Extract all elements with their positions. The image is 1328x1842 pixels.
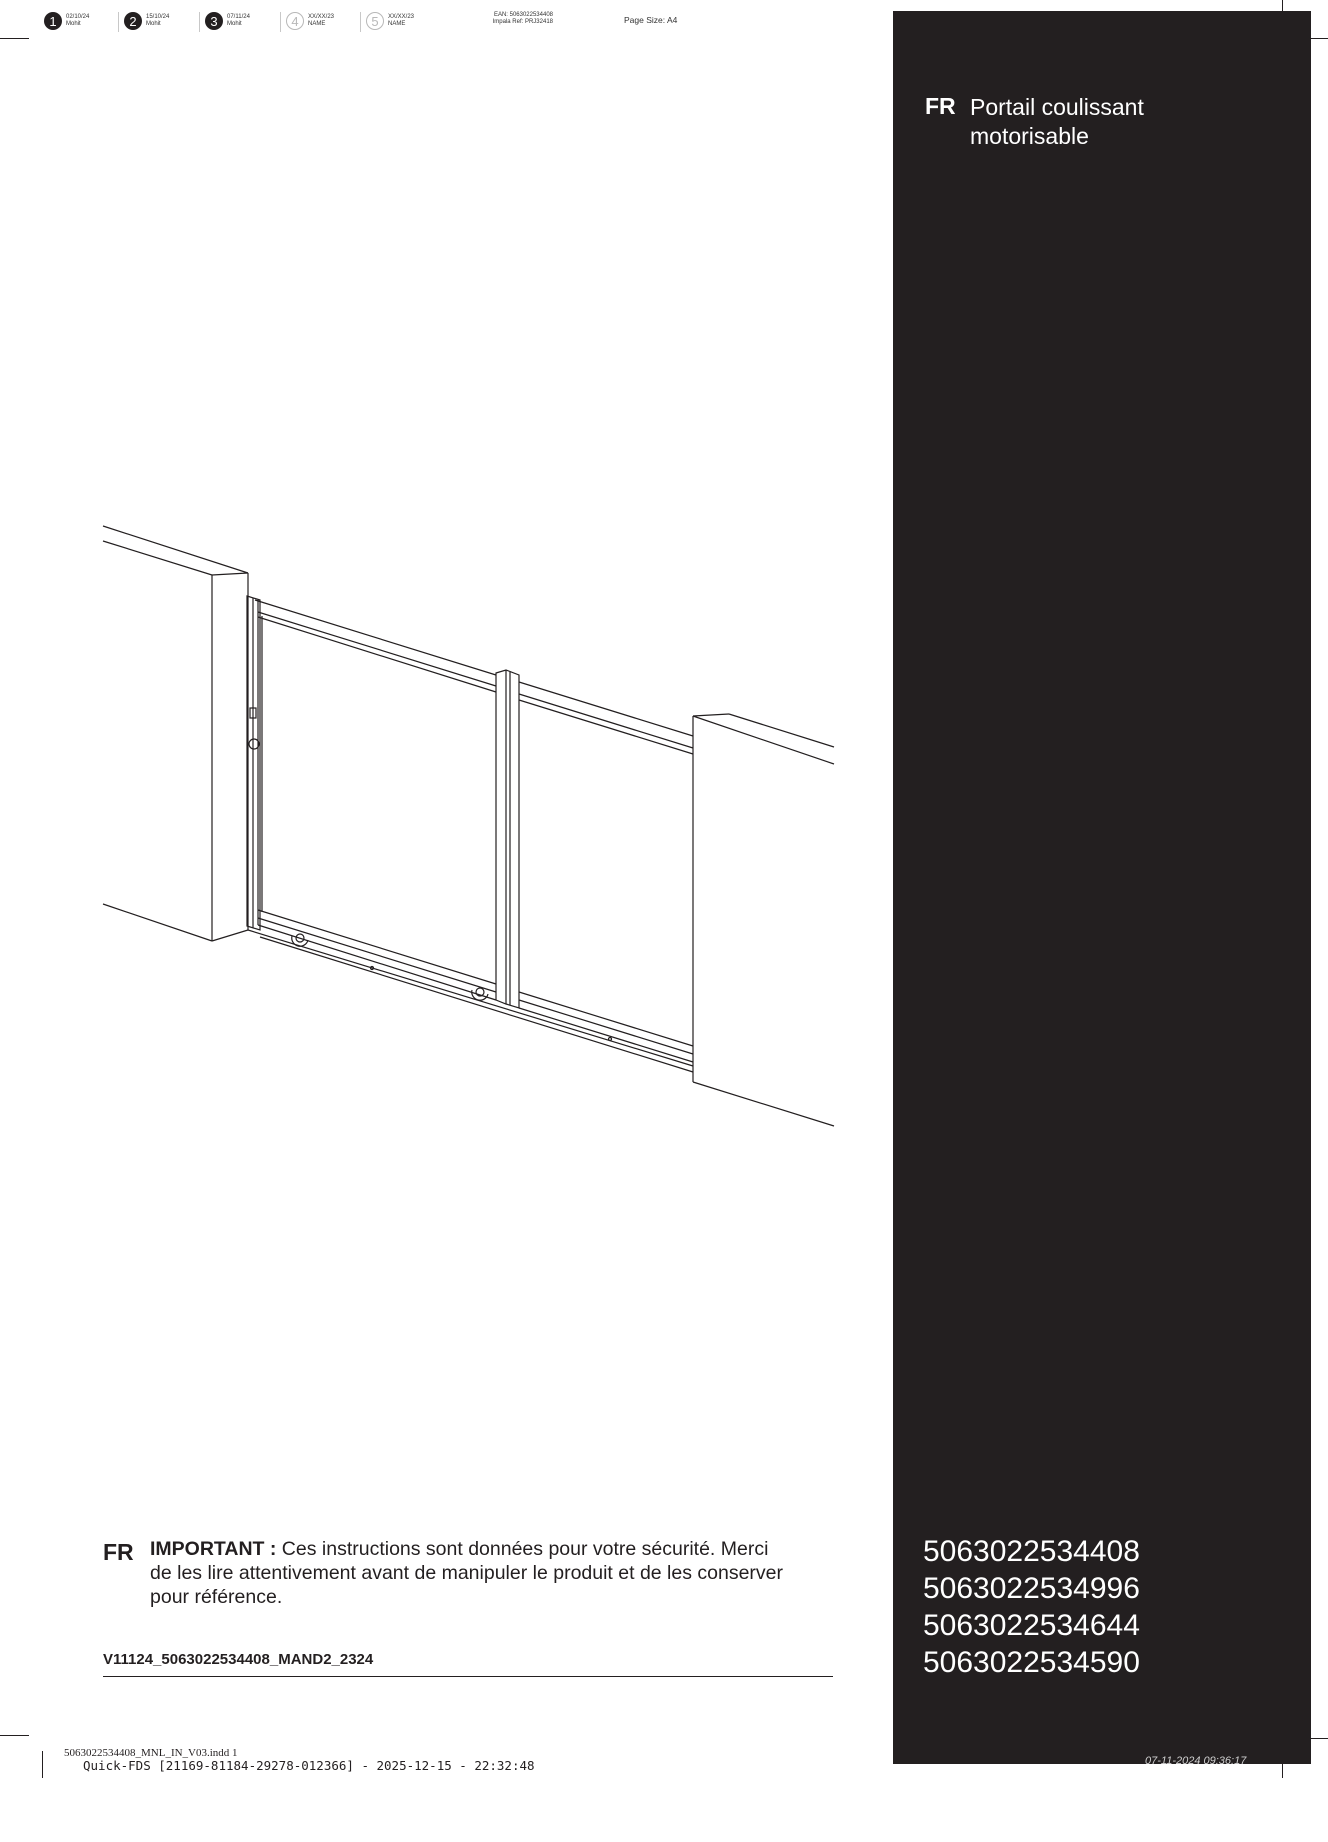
proof-step-1 — [44, 9, 89, 33]
important-label: IMPORTANT : — [150, 1538, 277, 1560]
document-reference: V11124_5063022534408_MAND2_2324 — [103, 1651, 374, 1668]
crop-mark — [0, 38, 29, 39]
proof-step-name: NAME — [308, 21, 326, 27]
proof-step-number: 4 — [286, 12, 304, 30]
product-code: 5063022534644 — [923, 1609, 1140, 1642]
proof-divider — [360, 12, 361, 32]
product-code: 5063022534996 — [923, 1572, 1140, 1605]
title-panel — [893, 11, 1311, 1764]
impala-ref-text: Impala Ref: PRJ32418 — [492, 19, 553, 25]
right-wall — [693, 714, 834, 1126]
left-wall — [103, 526, 248, 941]
footer-file-name: 5063022534408_MNL_IN_V03.indd 1 — [64, 1747, 238, 1759]
product-title-line-1: Portail coulissant — [970, 94, 1144, 120]
notice-line-1: Ces instructions sont données pour votre sécurité. Merci — [276, 1538, 769, 1560]
gate-leaf-left — [255, 600, 496, 1000]
gate-leaf-right — [519, 682, 693, 1062]
crop-mark — [42, 1751, 43, 1778]
product-codes — [923, 1533, 1140, 1681]
notice-language-code: FR — [103, 1539, 134, 1565]
proof-step-name: NAME — [388, 21, 406, 27]
footer-stamp: Quick-FDS [21169-81184-29278-012366] - 2025-12-15 - 22:32:48 — [83, 1758, 535, 1773]
product-code: 5063022534408 — [923, 1535, 1140, 1568]
proof-step-5 — [366, 9, 414, 33]
proof-step-2 — [124, 9, 169, 33]
proof-step-number: 2 — [124, 12, 142, 30]
proof-divider — [118, 12, 119, 32]
proof-divider — [280, 12, 281, 32]
product-title — [970, 93, 1290, 151]
gate-post-middle — [496, 670, 519, 1008]
proof-step-date: 07/11/24 — [227, 14, 250, 20]
proof-step-name: Mohit — [227, 21, 242, 27]
sliding-gate-illustration — [100, 520, 840, 1140]
proof-step-number: 3 — [205, 12, 223, 30]
proof-step-date: XX/XX/23 — [308, 14, 335, 20]
proof-step-date: XX/XX/23 — [388, 14, 415, 20]
reference-underline — [103, 1676, 833, 1677]
safety-notice — [150, 1537, 840, 1609]
ground-rail — [248, 930, 693, 1072]
proof-divider — [199, 12, 200, 32]
panel-language-code: FR — [925, 93, 956, 119]
notice-line-2: de les lire attentivement avant de manipuler le produit et de les conserver — [150, 1562, 784, 1584]
proof-step-4 — [286, 9, 334, 33]
ean-text: EAN: 5063022534408 — [493, 12, 553, 18]
ean-block — [463, 12, 553, 26]
footer-date: 07-11-2024 09:36:17 — [1145, 1755, 1247, 1767]
proof-step-number: 1 — [44, 12, 62, 30]
product-code: 5063022534590 — [923, 1646, 1140, 1679]
gate-wheels — [292, 934, 612, 1041]
proof-step-number: 5 — [366, 12, 384, 30]
product-title-line-2: motorisable — [970, 123, 1089, 149]
page-size-text: Page Size: A4 — [624, 15, 678, 25]
proof-step-date: 02/10/24 — [66, 14, 90, 20]
proof-step-3 — [205, 9, 250, 33]
proof-step-name: Mohit — [66, 21, 81, 27]
crop-mark — [0, 1735, 29, 1736]
proof-step-date: 15/10/24 — [146, 14, 170, 20]
notice-line-3: pour référence. — [150, 1586, 283, 1608]
proof-step-name: Mohit — [146, 21, 161, 27]
